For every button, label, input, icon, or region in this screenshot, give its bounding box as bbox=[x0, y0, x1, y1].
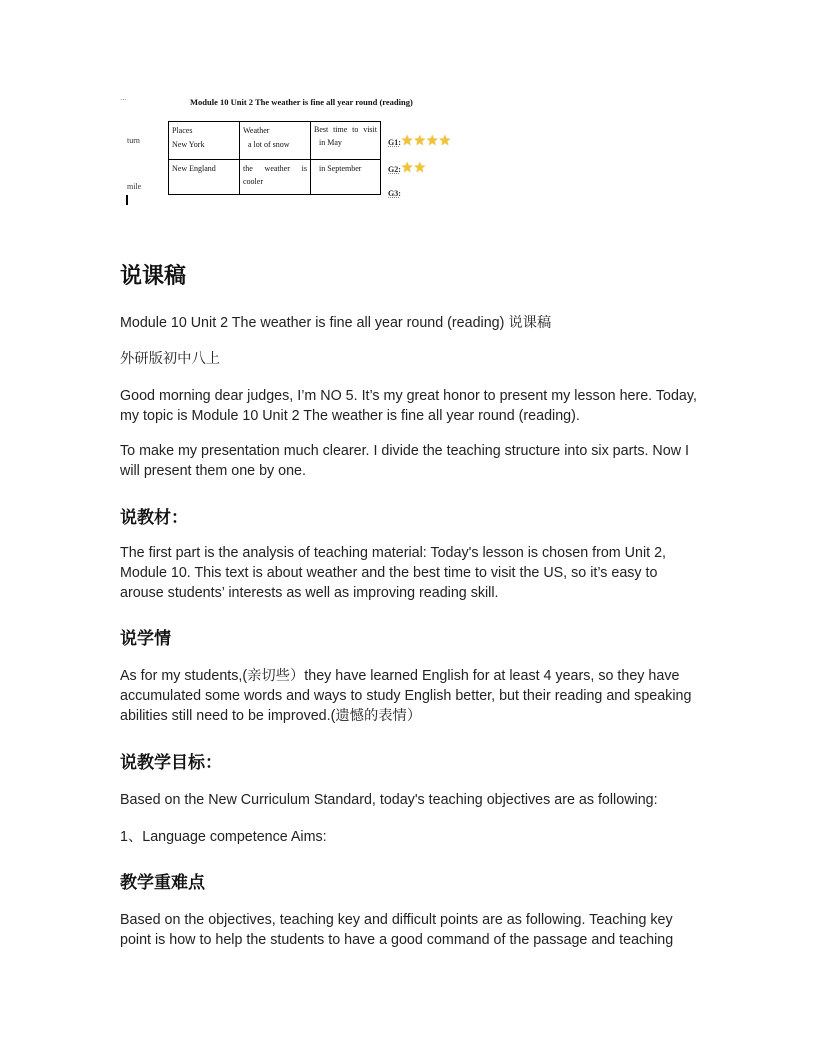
page-title: 说课稿 bbox=[120, 264, 187, 289]
group-2-label: G2: bbox=[388, 165, 401, 174]
text-cursor bbox=[126, 195, 128, 205]
table-row bbox=[169, 159, 381, 194]
star-icon: ★ bbox=[413, 160, 427, 176]
intro-paragraph-1: Good morning dear judges, I’m NO 5. It’s my great honor to present my lesson here. Today, my topic is Module 10 Unit 2 The weather is fine all year round (reading). bbox=[120, 388, 697, 424]
table-header-places: Places bbox=[172, 126, 193, 135]
star-icon: ★ bbox=[438, 133, 452, 149]
weather-table bbox=[168, 121, 381, 195]
lesson-title: Module 10 Unit 2 The weather is fine all year round (reading) 说课稿 bbox=[120, 315, 552, 331]
table-cell: in September bbox=[311, 159, 381, 194]
figure-side-word-turn: turn bbox=[127, 136, 140, 145]
paragraph-objectives: Based on the New Curriculum Standard, today's teaching objectives are as following: bbox=[120, 792, 658, 808]
paragraph-teaching-material: The first part is the analysis of teaching material: Today's lesson is chosen from Unit 2, Module 10. This text is about weather and the best time to visit the US, so it’s easy to arouse students’ interests as well as improving reading skill. bbox=[120, 545, 666, 601]
table-cell: the weather is cooler bbox=[240, 159, 311, 194]
group-1-rating bbox=[388, 130, 451, 149]
table-row bbox=[169, 122, 381, 160]
textbook-name: 外研版初中八上 bbox=[120, 351, 221, 367]
table-cell: New England bbox=[169, 159, 240, 194]
paragraph-students: As for my students,(亲切些）they have learned English for at least 4 years, so they have accumulated some words and ways to study English better, but their reading and speaking abilities still need to be improved.(遗憾的表情） bbox=[120, 668, 692, 724]
figure-title: Module 10 Unit 2 The weather is fine all year round (reading) bbox=[190, 97, 413, 107]
table-header-weather: Weather bbox=[243, 126, 270, 135]
heading-objectives: 说教学目标： bbox=[120, 753, 222, 773]
figure-dash: … bbox=[120, 94, 127, 102]
star-icon: ★ bbox=[400, 160, 414, 176]
group-1-label: G1: bbox=[388, 138, 401, 147]
group-3-rating bbox=[388, 181, 401, 200]
star-icon: ★ bbox=[413, 133, 427, 149]
table-header-best-time: Best time to visit bbox=[314, 125, 377, 134]
table-cell: a lot of snow bbox=[248, 140, 290, 149]
heading-teaching-material: 说教材： bbox=[120, 508, 188, 528]
group-2-rating bbox=[388, 157, 426, 176]
star-icon: ★ bbox=[426, 133, 439, 149]
intro-paragraph-2: To make my presentation much clearer. I divide the teaching structure into six parts. Now I will present them one by one. bbox=[120, 443, 689, 479]
paragraph-key-points: Based on the objectives, teaching key and difficult points are as following. Teaching key point is how to help the students to have a good command of the passage and teaching bbox=[120, 912, 674, 948]
objectives-item-1: 1、Language competence Aims: bbox=[120, 829, 327, 845]
figure-side-word-mile: mile bbox=[127, 182, 142, 191]
heading-key-points: 教学重难点 bbox=[120, 873, 205, 893]
star-icon: ★ bbox=[400, 133, 414, 149]
table-cell: New York bbox=[172, 140, 205, 149]
group-3-label: G3: bbox=[388, 189, 401, 198]
table-cell: in May bbox=[319, 138, 342, 147]
heading-students: 说学情 bbox=[120, 629, 171, 649]
